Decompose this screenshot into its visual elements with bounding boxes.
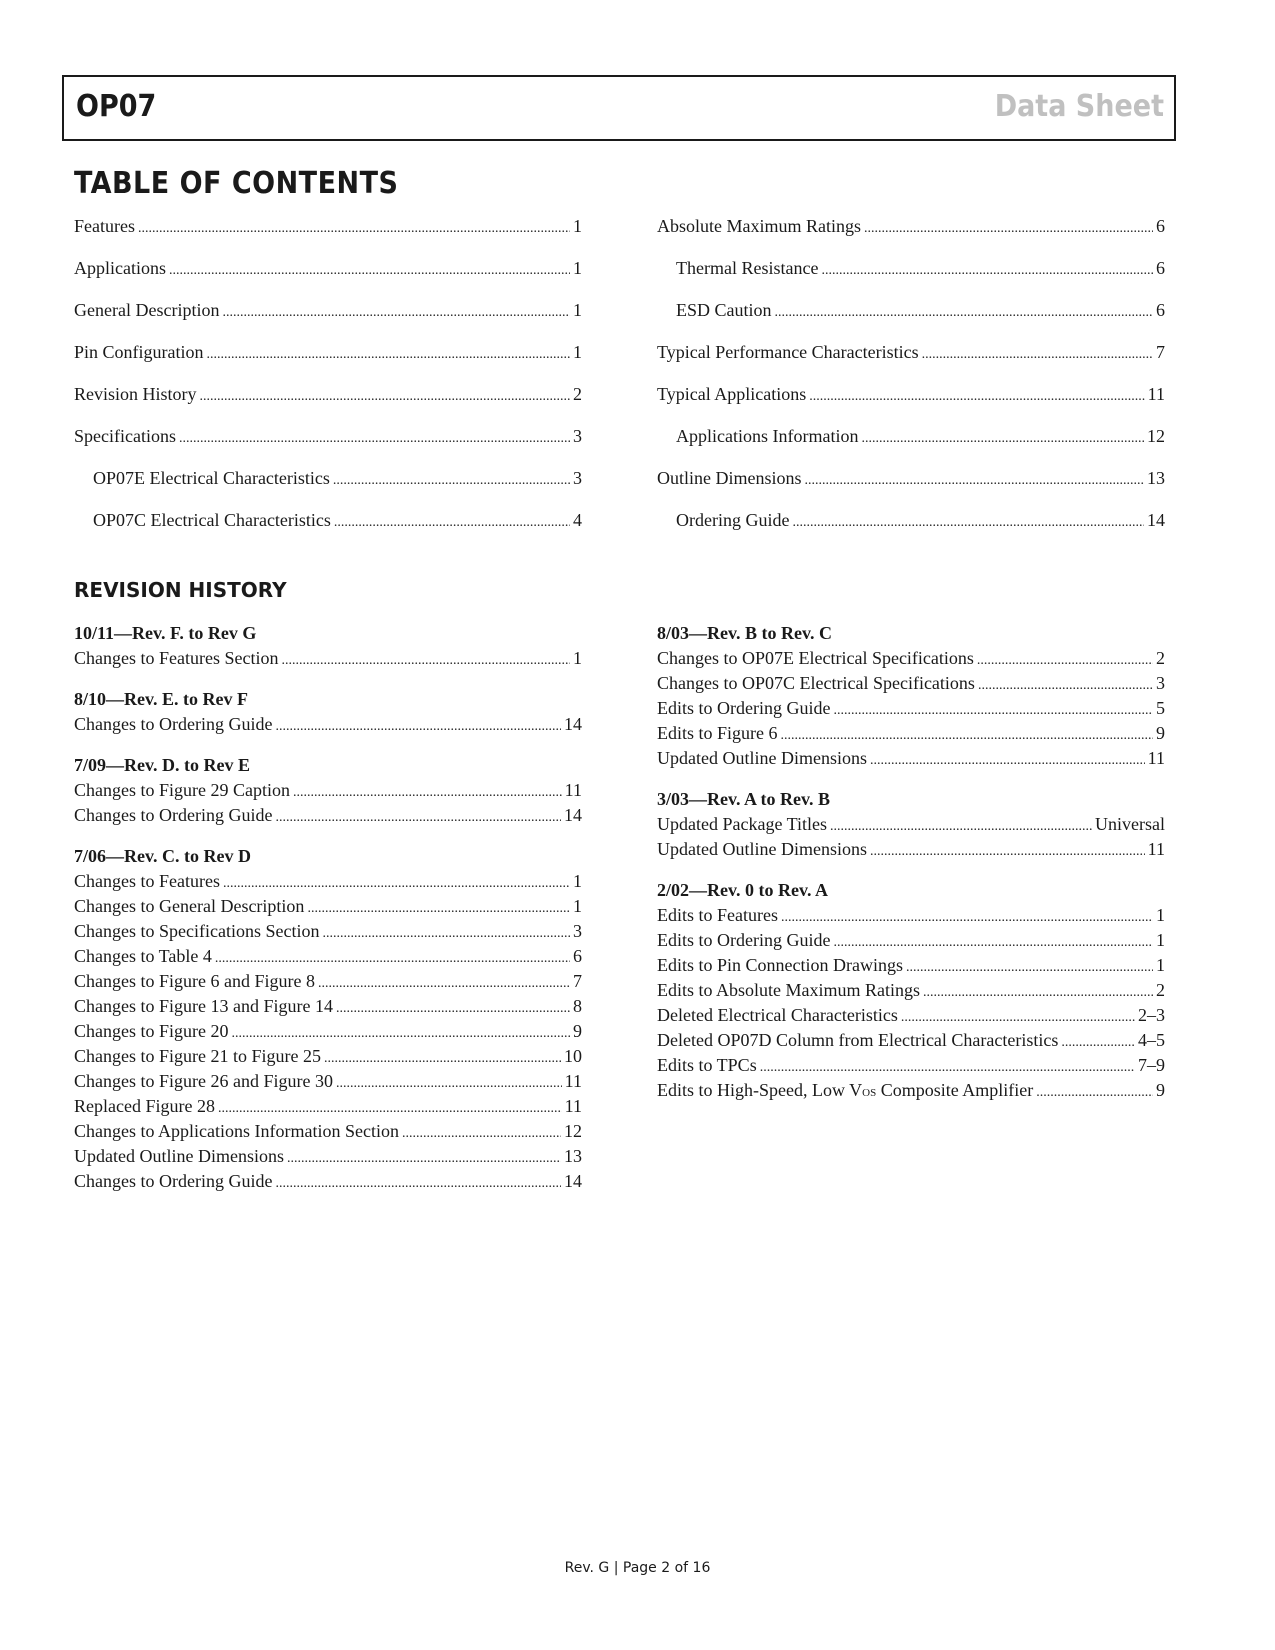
revision-entry-label (74, 894, 304, 919)
revision-entry-label (657, 812, 827, 837)
toc-entry[interactable] (657, 424, 1165, 466)
toc-entry[interactable] (657, 256, 1165, 298)
revision-entry-text: Changes to Features (74, 871, 220, 891)
revision-entry (74, 1169, 582, 1194)
toc-entry[interactable] (74, 424, 582, 466)
toc-entry-page: 6 (1156, 216, 1165, 236)
revision-entry-page: Universal (1095, 814, 1165, 834)
revision-entry (657, 978, 1165, 1003)
toc-column-left (74, 214, 582, 550)
dot-leader (781, 905, 1153, 930)
dot-leader (222, 301, 570, 325)
revision-entry (74, 1069, 582, 1094)
dot-leader (336, 996, 570, 1021)
dot-leader (218, 1096, 562, 1121)
toc-entry[interactable] (657, 382, 1165, 424)
revision-entry (74, 1119, 582, 1144)
revision-entry-label (657, 1028, 1058, 1053)
revision-entry-text: Updated Outline Dimensions (657, 748, 867, 768)
dot-leader (215, 946, 570, 971)
document-type: Data Sheet (994, 89, 1164, 124)
revision-entry-page: 9 (1156, 723, 1165, 743)
dot-leader (805, 469, 1145, 493)
revision-entry (74, 1044, 582, 1069)
toc-entry[interactable] (74, 214, 582, 256)
revision-entry-page: 9 (1156, 1080, 1165, 1100)
revision-entry (657, 746, 1165, 771)
toc-entry-page: 6 (1156, 300, 1165, 320)
toc-entry-label: General Description (74, 300, 220, 320)
revision-entry-text: Deleted Electrical Characteristics (657, 1005, 898, 1025)
toc-entry[interactable] (74, 340, 582, 382)
revision-entry-page: 14 (564, 714, 582, 734)
toc-entry-label: Typical Performance Characteristics (657, 342, 919, 362)
product-name: OP07 (76, 89, 157, 124)
revision-entry-label (657, 837, 867, 862)
toc-entry-label: Specifications (74, 426, 176, 446)
revision-entry (74, 1019, 582, 1044)
dot-leader (830, 814, 1092, 839)
revision-entry (74, 894, 582, 919)
revision-entry-page: 10 (564, 1046, 582, 1066)
revision-entry (74, 869, 582, 894)
revision-entry-text: Edits to High-Speed, Low V (657, 1080, 863, 1100)
revision-entry (74, 994, 582, 1019)
revision-entry (74, 919, 582, 944)
revision-entry-text: Changes to Specifications Section (74, 921, 320, 941)
revision-entry-text: Changes to Figure 13 and Figure 14 (74, 996, 333, 1016)
revision-entry-page: 1 (573, 896, 582, 916)
dot-leader (169, 259, 570, 283)
revision-entry-text: Changes to Figure 20 (74, 1021, 229, 1041)
revision-entry (74, 646, 582, 671)
dot-leader (922, 343, 1153, 367)
revision-entry-label (657, 928, 830, 953)
dot-leader (138, 217, 570, 241)
page-header (62, 75, 1176, 141)
toc-entry-page: 3 (573, 426, 582, 446)
toc-entry[interactable] (74, 382, 582, 424)
revision-entry-page: 7–9 (1138, 1055, 1165, 1075)
revision-entry-text: Updated Outline Dimensions (657, 839, 867, 859)
toc-entry-label: Applications (74, 258, 166, 278)
revision-entry-page: 3 (1156, 673, 1165, 693)
toc-entry-page: 1 (573, 258, 582, 278)
toc-entry-label: Ordering Guide (676, 510, 790, 530)
toc-entry-page: 3 (573, 468, 582, 488)
revision-entry-page: 11 (1147, 748, 1165, 768)
revision-entry (657, 1028, 1165, 1053)
revision-column-right (657, 621, 1165, 1119)
toc-entry[interactable] (74, 256, 582, 298)
revision-group (657, 621, 1165, 771)
dot-leader (906, 955, 1153, 980)
dot-leader (275, 1171, 561, 1196)
dot-leader (207, 343, 571, 367)
revision-entry-label (74, 803, 272, 828)
toc-entry-label: Revision History (74, 384, 197, 404)
toc-entry-page: 2 (573, 384, 582, 404)
dot-leader (775, 301, 1153, 325)
toc-entry[interactable] (657, 214, 1165, 256)
revision-entry-label (74, 1094, 215, 1119)
revision-entry-label (74, 969, 315, 994)
revision-entry-text: Changes to Ordering Guide (74, 805, 273, 825)
dot-leader (1061, 1030, 1135, 1055)
revision-entry-text: Changes to Ordering Guide (74, 714, 273, 734)
dot-leader (275, 805, 561, 830)
toc-entry-label: Features (74, 216, 135, 236)
revision-group (74, 844, 582, 1194)
toc-entry[interactable] (657, 466, 1165, 508)
dot-leader (318, 971, 570, 996)
revision-entry-page: 3 (573, 921, 582, 941)
toc-entry-label: OP07E Electrical Characteristics (93, 468, 330, 488)
revision-entry-label (657, 746, 867, 771)
revision-entry-text: Changes to OP07E Electrical Specifications (657, 648, 974, 668)
dot-leader (781, 723, 1154, 748)
toc-entry[interactable] (657, 508, 1165, 550)
dot-leader (833, 698, 1153, 723)
revision-entry-page: 1 (573, 871, 582, 891)
revision-entry-label (74, 1119, 399, 1144)
revision-entry-label (74, 1144, 284, 1169)
toc-entry-page: 7 (1156, 342, 1165, 362)
revision-entry-page: 5 (1156, 698, 1165, 718)
toc-entry-page: 14 (1147, 510, 1165, 530)
toc-entry-label: Pin Configuration (74, 342, 204, 362)
revision-entry (74, 1094, 582, 1119)
revision-entry-text: Changes to Table 4 (74, 946, 212, 966)
revision-entry-page: 9 (573, 1021, 582, 1041)
revision-entry-text: Changes to Figure 6 and Figure 8 (74, 971, 315, 991)
toc-entry-page: 11 (1147, 384, 1165, 404)
dot-leader (760, 1055, 1135, 1080)
revision-entry-page: 13 (564, 1146, 582, 1166)
revision-entry-text: Changes to Figure 29 Caption (74, 780, 290, 800)
dot-leader (870, 839, 1145, 864)
revision-entry (657, 953, 1165, 978)
toc-entry[interactable] (657, 298, 1165, 340)
revision-entry-page: 1 (1156, 905, 1165, 925)
dot-leader (179, 427, 570, 451)
revision-entry (657, 1078, 1165, 1103)
dot-leader (223, 871, 570, 896)
dot-leader (901, 1005, 1135, 1030)
revision-entry-text: Edits to Pin Connection Drawings (657, 955, 903, 975)
revision-entry-label (74, 1044, 321, 1069)
revision-entry-label (74, 994, 333, 1019)
revision-entry-page: 11 (564, 1096, 582, 1116)
revision-entry-label (74, 944, 212, 969)
toc-entry-page: 1 (573, 300, 582, 320)
dot-leader (861, 427, 1144, 451)
dot-leader (333, 469, 570, 493)
revision-entry-label (657, 978, 920, 1003)
toc-entry-page: 13 (1147, 468, 1165, 488)
revision-entry (74, 712, 582, 737)
toc-entry-label: ESD Caution (676, 300, 772, 320)
revision-group (74, 621, 582, 671)
revision-group (74, 687, 582, 737)
revision-entry (74, 803, 582, 828)
dot-leader (402, 1121, 561, 1146)
dot-leader (833, 930, 1153, 955)
revision-entry-label (657, 1078, 1033, 1106)
revision-entry-text: Deleted OP07D Column from Electrical Characteristics (657, 1030, 1059, 1050)
revision-entry-page: 8 (573, 996, 582, 1016)
revision-heading: 7/06—Rev. C. to Rev D (74, 846, 251, 866)
revision-heading: 7/09—Rev. D. to Rev E (74, 755, 250, 775)
revision-entry (657, 928, 1165, 953)
revision-group (657, 787, 1165, 862)
toc-entry-label: Thermal Resistance (676, 258, 819, 278)
revision-entry-label (74, 646, 278, 671)
revision-entry (657, 903, 1165, 928)
dot-leader (1036, 1080, 1153, 1105)
toc-entry-label: Absolute Maximum Ratings (657, 216, 861, 236)
dot-leader (200, 385, 570, 409)
revision-entry-label (657, 953, 903, 978)
dot-leader (232, 1021, 571, 1046)
revision-entry-page: 14 (564, 1171, 582, 1191)
revision-entry-text: Edits to Figure 6 (657, 723, 778, 743)
revision-entry-text-suffix: Composite Amplifier (876, 1080, 1034, 1100)
revision-entry-text: Changes to Figure 26 and Figure 30 (74, 1071, 333, 1091)
revision-entry (657, 812, 1165, 837)
revision-entry-label (657, 903, 778, 928)
toc-entry-label: OP07C Electrical Characteristics (93, 510, 331, 530)
revision-entry (74, 969, 582, 994)
dot-leader (275, 714, 561, 739)
revision-entry-page: 2 (1156, 648, 1165, 668)
dot-leader (864, 217, 1153, 241)
dot-leader (870, 748, 1145, 773)
dot-leader (977, 648, 1153, 673)
revision-entry-label (657, 1053, 757, 1078)
revision-heading: 8/03—Rev. B to Rev. C (657, 623, 832, 643)
revision-entry-text: Changes to Ordering Guide (74, 1171, 273, 1191)
toc-entry-page: 1 (573, 342, 582, 362)
revision-entry-page: 1 (573, 648, 582, 668)
dot-leader (809, 385, 1144, 409)
revision-entry (657, 721, 1165, 746)
revision-entry-page: 6 (573, 946, 582, 966)
toc-entry[interactable] (74, 466, 582, 508)
revision-heading: 10/11—Rev. F. to Rev G (74, 623, 257, 643)
revision-entry (657, 671, 1165, 696)
revision-entry-label (657, 721, 778, 746)
toc-column-right (657, 214, 1165, 550)
revision-entry-page: 2 (1156, 980, 1165, 1000)
toc-entry-page: 6 (1156, 258, 1165, 278)
toc-entry-page: 4 (573, 510, 582, 530)
revision-heading: 3/03—Rev. A to Rev. B (657, 789, 831, 809)
revision-heading: 2/02—Rev. 0 to Rev. A (657, 880, 828, 900)
revision-entry (657, 646, 1165, 671)
toc-entry-label: Outline Dimensions (657, 468, 802, 488)
revision-group (657, 878, 1165, 1103)
revision-group (74, 753, 582, 828)
dot-leader (336, 1071, 562, 1096)
toc-entry-label: Typical Applications (657, 384, 807, 404)
revision-entry (74, 778, 582, 803)
revision-entry-text: Changes to General Description (74, 896, 305, 916)
revision-entry-text: Changes to OP07C Electrical Specifications (657, 673, 975, 693)
revision-entry-label (74, 712, 272, 737)
revision-column-left (74, 621, 582, 1210)
toc-entry[interactable] (74, 508, 582, 550)
revision-entry-label (74, 919, 319, 944)
revision-entry-label (657, 1003, 898, 1028)
revision-entry-label (74, 869, 220, 894)
revision-entry-text: Changes to Figure 21 to Figure 25 (74, 1046, 321, 1066)
revision-entry-text: Edits to TPCs (657, 1055, 757, 1075)
dot-leader (821, 259, 1153, 283)
revision-entry (74, 944, 582, 969)
revision-entry-label (657, 646, 974, 671)
dot-leader (334, 511, 570, 535)
dot-leader (322, 921, 570, 946)
revision-entry-page: 14 (564, 805, 582, 825)
revision-entry-text: Edits to Ordering Guide (657, 698, 831, 718)
revision-entry (657, 837, 1165, 862)
dot-leader (287, 1146, 561, 1171)
revision-entry-page: 11 (1147, 839, 1165, 859)
revision-history-title: REVISION HISTORY (74, 578, 287, 602)
dot-leader (293, 780, 562, 805)
revision-entry-label (74, 1019, 229, 1044)
revision-entry-label (657, 671, 975, 696)
page-footer: Rev. G | Page 2 of 16 (564, 1560, 711, 1576)
toc-entry-page: 1 (573, 216, 582, 236)
revision-entry-page: 11 (564, 1071, 582, 1091)
revision-entry-text: Edits to Absolute Maximum Ratings (657, 980, 921, 1000)
dot-leader (307, 896, 570, 921)
revision-entry-text: Changes to Features Section (74, 648, 279, 668)
revision-entry-text: Updated Package Titles (657, 814, 827, 834)
revision-entry-text: Updated Outline Dimensions (74, 1146, 284, 1166)
revision-entry-label (74, 778, 290, 803)
toc-entry-label: Applications Information (676, 426, 859, 446)
revision-entry (657, 1053, 1165, 1078)
revision-entry-page: 12 (564, 1121, 582, 1141)
toc-entry-page: 12 (1147, 426, 1165, 446)
revision-entry-text: Edits to Features (657, 905, 778, 925)
revision-entry-page: 7 (573, 971, 582, 991)
revision-entry (657, 696, 1165, 721)
toc-entry[interactable] (657, 340, 1165, 382)
revision-entry-label (74, 1169, 272, 1194)
dot-leader (923, 980, 1153, 1005)
toc-title: TABLE OF CONTENTS (74, 166, 399, 201)
revision-entry-label (657, 696, 830, 721)
subscript-text: OS (862, 1087, 877, 1099)
revision-entry-label (74, 1069, 333, 1094)
dot-leader (978, 673, 1153, 698)
revision-entry-page: 1 (1156, 930, 1165, 950)
revision-entry (657, 1003, 1165, 1028)
dot-leader (792, 511, 1144, 535)
revision-entry-page: 4–5 (1138, 1030, 1165, 1050)
dot-leader (324, 1046, 561, 1071)
revision-heading: 8/10—Rev. E. to Rev F (74, 689, 248, 709)
revision-entry-page: 1 (1156, 955, 1165, 975)
revision-entry-text: Edits to Ordering Guide (657, 930, 831, 950)
revision-entry (74, 1144, 582, 1169)
revision-entry-text: Changes to Applications Information Section (74, 1121, 399, 1141)
toc-entry[interactable] (74, 298, 582, 340)
revision-entry-page: 2–3 (1138, 1005, 1165, 1025)
revision-entry-text: Replaced Figure 28 (74, 1096, 215, 1116)
dot-leader (281, 648, 570, 673)
revision-entry-page: 11 (564, 780, 582, 800)
